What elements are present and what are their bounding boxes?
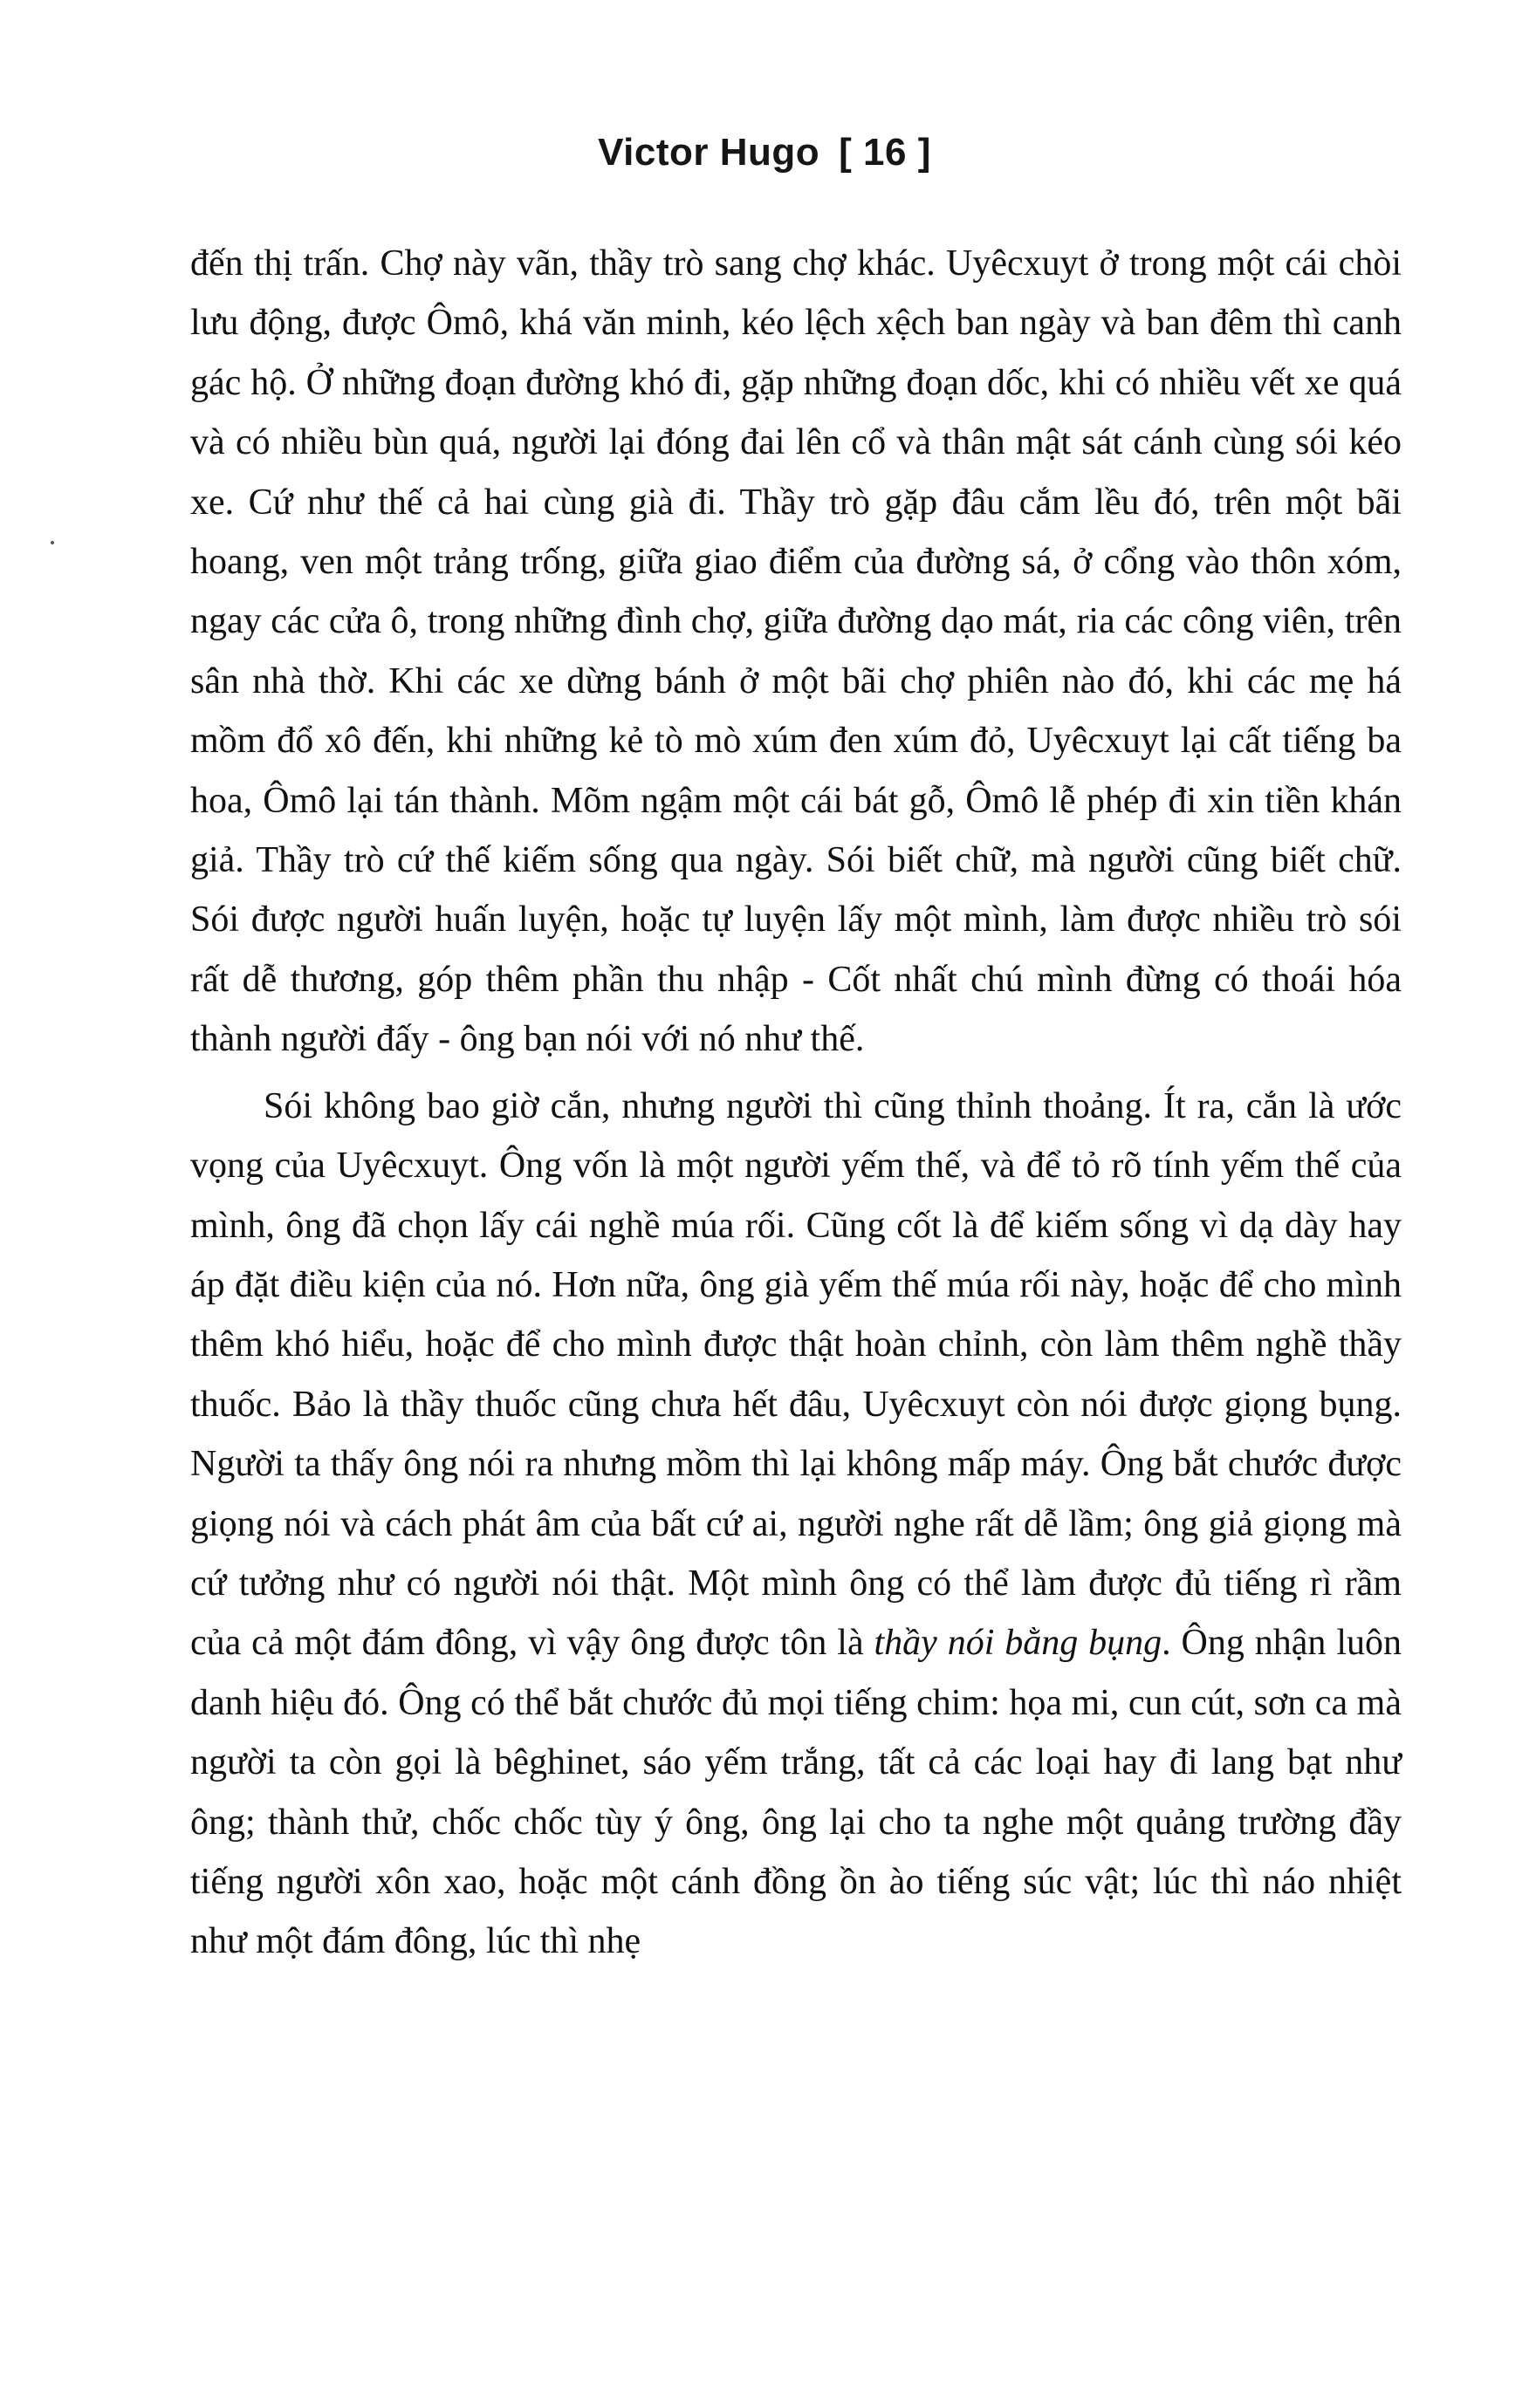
scan-speck — [51, 541, 54, 544]
running-head-title: Victor Hugo — [598, 131, 820, 174]
page-number: [ 16 ] — [839, 131, 931, 174]
paragraph-2-text-before: Sói không bao giờ cắn, nhưng người thì cũng thỉnh thoảng. Ít ra, cắn là ước vọng của Uyêcxuyt. Ông vốn là một người yếm thế, và để tỏ rõ tính yếm thế của mình, ông đã chọn lấy cái nghề múa rối. Cũng cốt là để kiếm sống vì dạ dày hay áp đặt điều kiện của nó. Hơn nữa, ông già yếm thế múa rối này, hoặc để cho mình thêm khó hiểu, hoặc để cho mình được thật hoàn chỉnh, còn làm thêm nghề thầy thuốc. Bảo là thầy thuốc cũng chưa hết đâu, Uyêcxuyt còn nói được giọng bụng. Người ta thấy ông nói ra nhưng mồm thì lại không mấp máy. Ông bắt chước được giọng nói và cách phát âm của bất cứ ai, người nghe rất dễ lầm; ông giả giọng mà cứ tưởng như có người nói thật. Một mình ông có thể làm được đủ tiếng rì rầm của cả một đám đông, vì vậy ông được tôn là — [190, 1085, 1402, 1664]
paragraph-1: đến thị trấn. Chợ này vãn, thầy trò sang chợ khác. Uyêcxuyt ở trong một cái chòi lưu động, được Ômô, khá văn minh, kéo lệch xệch ban ngày và ban đêm thì canh gác hộ. Ở những đoạn đường khó đi, gặp những đoạn dốc, khi có nhiều vết xe quá và có nhiều bùn quá, người lại đóng đai lên cổ và thân mật sát cánh cùng sói kéo xe. Cứ như thế cả hai cùng già đi. Thầy trò gặp đâu cắm lều đó, trên một bãi hoang, ven một trảng trống, giữa giao điểm của đường sá, ở cổng vào thôn xóm, ngay các cửa ô, trong những đình chợ, giữa đường dạo mát, ria các công viên, trên sân nhà thờ. Khi các xe dừng bánh ở một bãi chợ phiên nào đó, khi các mẹ há mồm đổ xô đến, khi những kẻ tò mò xúm đen xúm đỏ, Uyêcxuyt lại cất tiếng ba hoa, Ômô lại tán thành. Mõm ngậm một cái bát gỗ, Ômô lễ phép đi xin tiền khán giả. Thầy trò cứ thế kiếm sống qua ngày. Sói biết chữ, mà người cũng biết chữ. Sói được người huấn luyện, hoặc tự luyện lấy một mình, làm được nhiều trò sói rất dễ thương, góp thêm phần thu nhập - Cốt nhất chú mình đừng có thoái hóa thành người đấy - ông bạn nói với nó như thế. — [190, 243, 1402, 1060]
paragraph-2-text-after: . Ông nhận luôn danh hiệu đó. Ông có thể bắt chước đủ mọi tiếng chim: họa mi, cun cút, sơn ca mà người ta còn gọi là bêghinet, sáo yếm trắng, tất cả các loại hay đi lang bạt như ông; thành thử, chốc chốc tùy ý ông, ông lại cho ta nghe một quảng trường đầy tiếng người xôn xao, hoặc một cánh đồng ồn ào tiếng súc vật; lúc thì náo nhiệt như một đám đông, lúc thì nhẹ — [190, 1623, 1402, 1962]
paragraph-2 — [190, 1077, 1402, 1972]
body-text — [190, 234, 1402, 1972]
paragraph-2-italic-phrase: thầy nói bằng bụng — [874, 1623, 1162, 1664]
running-head — [0, 131, 1529, 174]
